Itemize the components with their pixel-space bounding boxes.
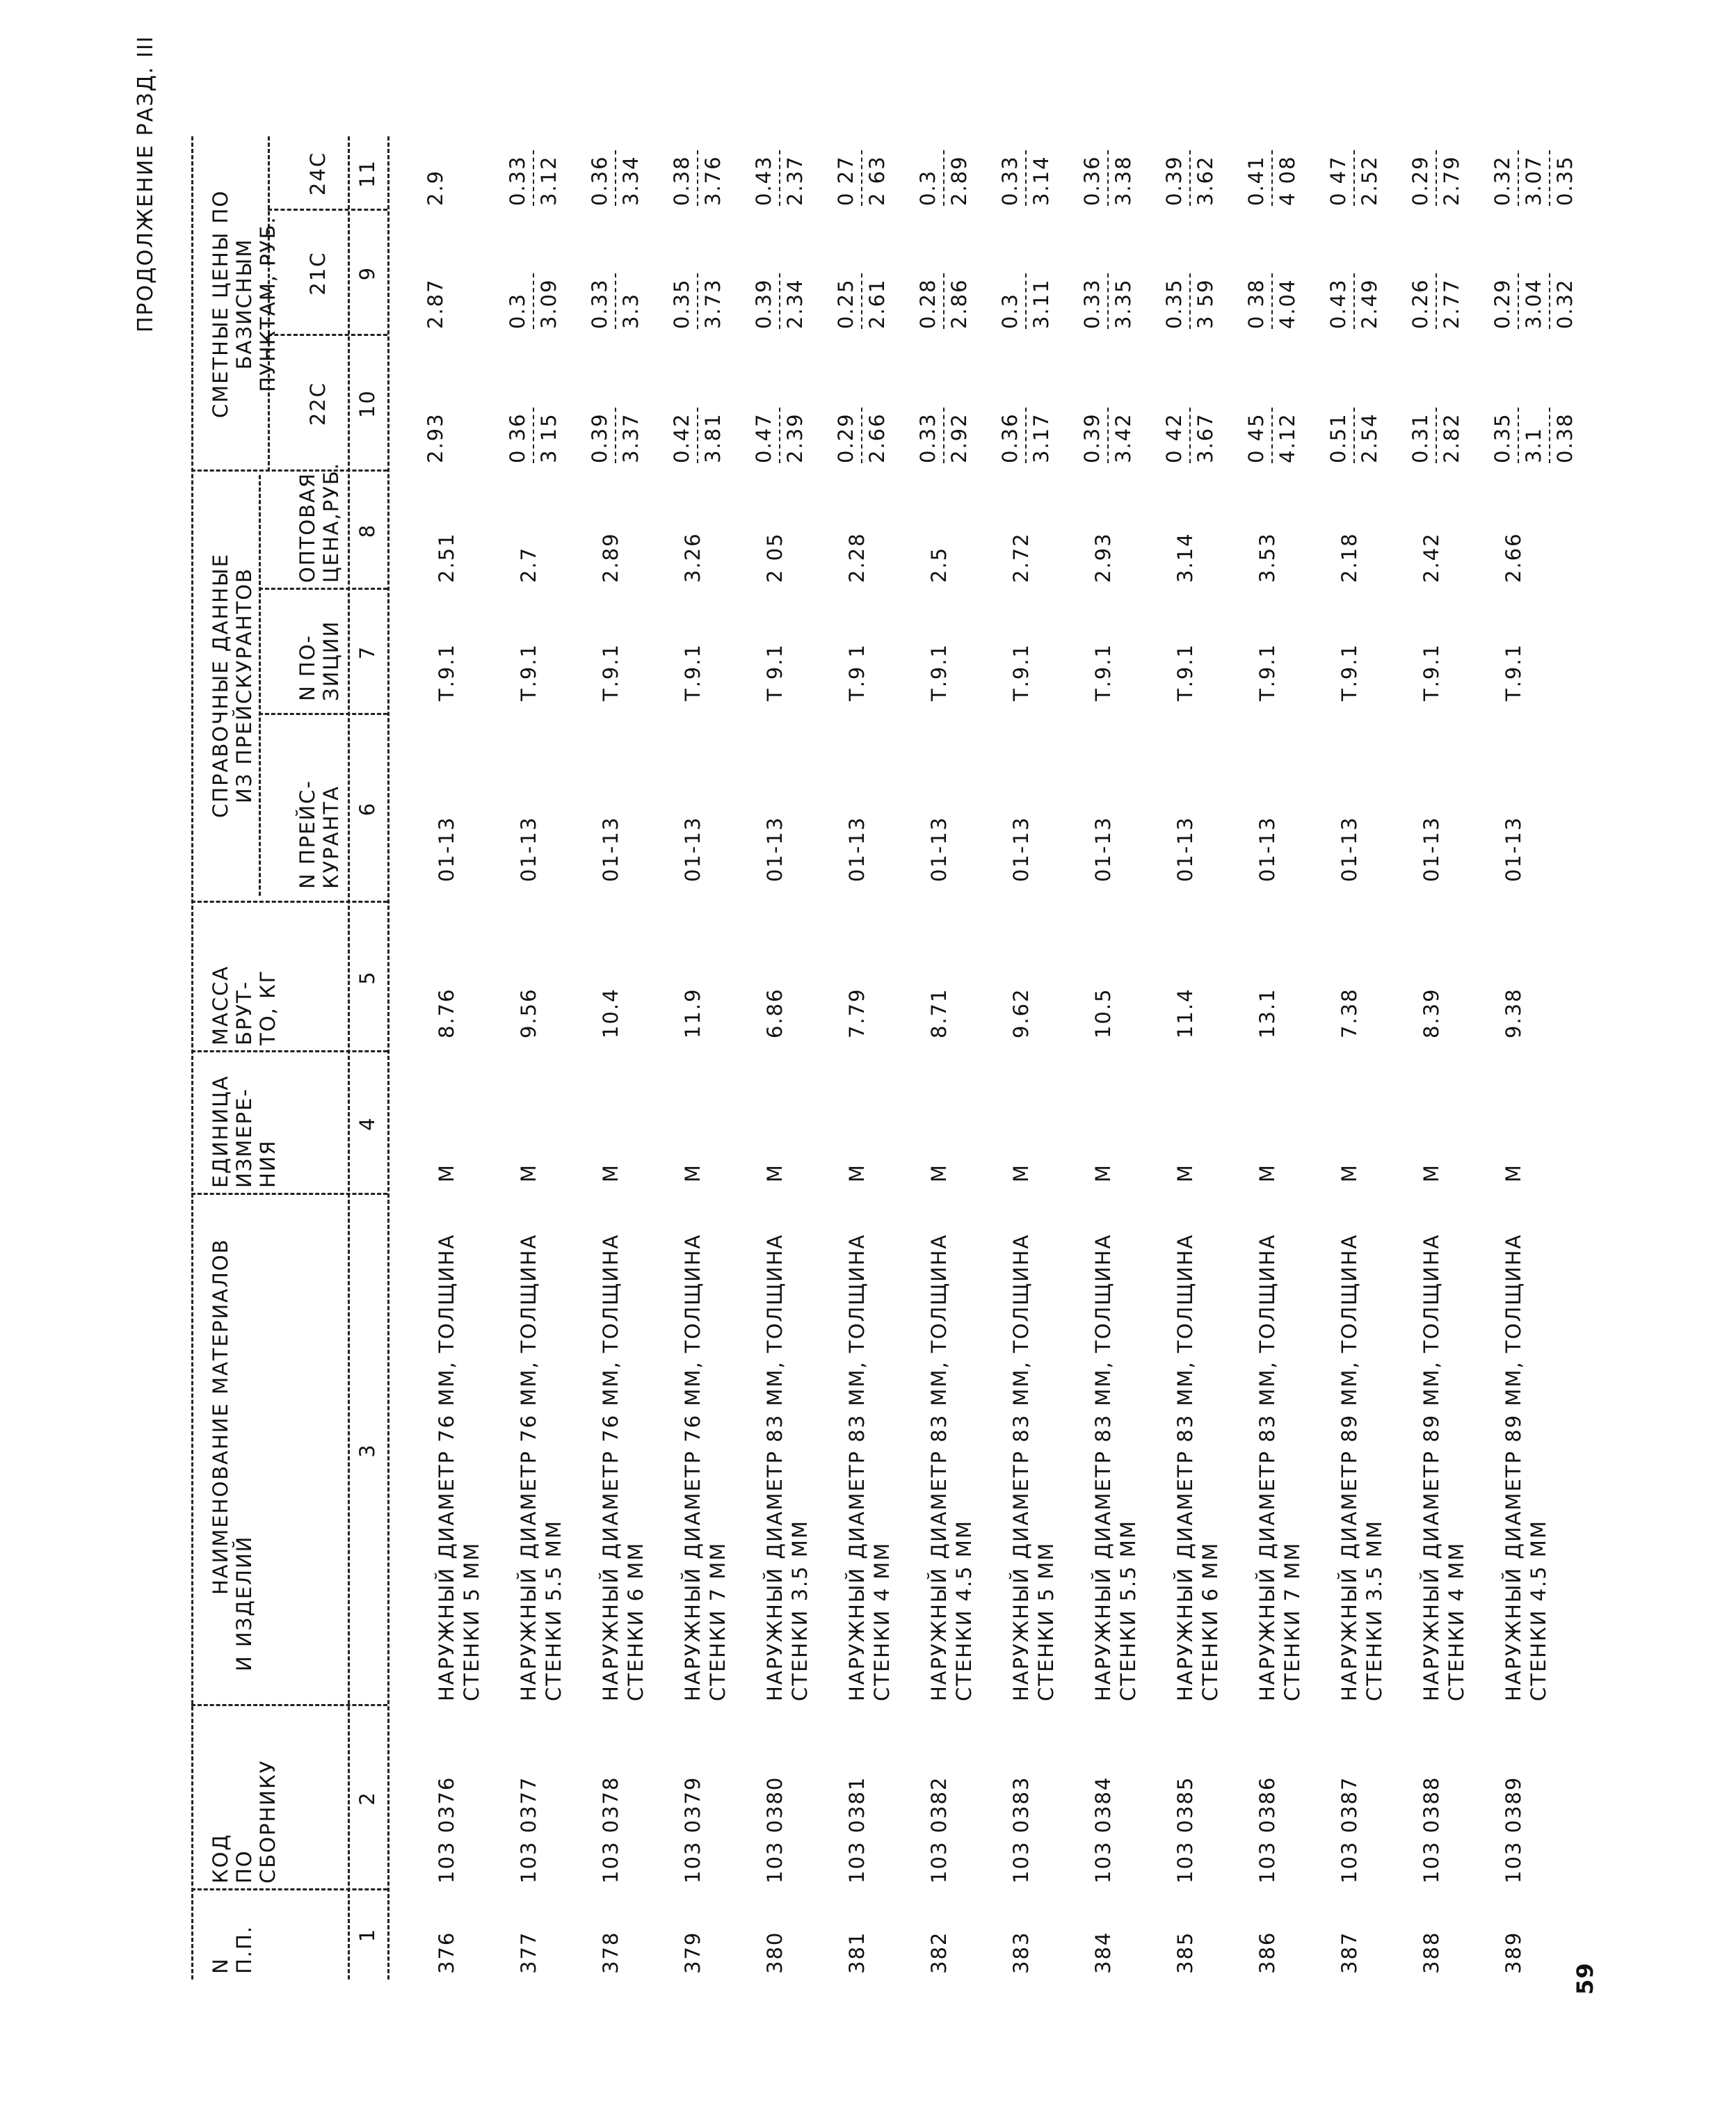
row-number: 385 bbox=[1173, 1931, 1197, 1974]
row-name: НАРУЖНЫЙ ДИАМЕТР 89 ММ, ТОЛЩИНА bbox=[1420, 1233, 1443, 1701]
row-mass: 8.76 bbox=[435, 988, 458, 1038]
row-price-24c: 0.36 bbox=[1080, 155, 1104, 206]
price-separator bbox=[1189, 408, 1191, 463]
row-name: СТЕНКИ 6 ММ bbox=[1198, 1541, 1222, 1701]
price-separator bbox=[697, 273, 698, 329]
row-code: 103 0379 bbox=[681, 1776, 705, 1883]
row-position: Т.9.1 bbox=[1337, 643, 1361, 701]
header-col-8: ОПТОВАЯ ЦЕНА,РУБ. bbox=[296, 462, 343, 583]
row-price-24c: 2 63 bbox=[865, 155, 889, 206]
row-price-21c: 0.35 bbox=[1162, 278, 1186, 329]
row-price-21c: 2.49 bbox=[1358, 278, 1381, 329]
row-unit: М bbox=[927, 1163, 951, 1182]
row-mass: 13.1 bbox=[1255, 988, 1279, 1038]
row-code: 103 0384 bbox=[1091, 1776, 1115, 1883]
row-name: СТЕНКИ 4 ММ bbox=[870, 1541, 894, 1701]
row-price-22c: 0.47 bbox=[752, 412, 775, 463]
price-separator bbox=[1549, 150, 1550, 206]
row-price-24c: 0.43 bbox=[752, 155, 775, 206]
row-unit: М bbox=[763, 1163, 787, 1182]
row-price-21c: 0.25 bbox=[834, 278, 858, 329]
row-code: 103 0389 bbox=[1502, 1776, 1525, 1883]
row-pricelist: 01-13 bbox=[1502, 816, 1525, 882]
row-price-24c: 2.37 bbox=[783, 155, 807, 206]
row-name: СТЕНКИ 5 ММ bbox=[1034, 1541, 1058, 1701]
row-price-21c: 3.35 bbox=[1111, 278, 1135, 329]
row-price-22c: 3.67 bbox=[1194, 412, 1217, 463]
row-pricelist: 01-13 bbox=[1255, 816, 1279, 882]
row-price-22c: 3.17 bbox=[1029, 412, 1053, 463]
price-separator bbox=[1353, 408, 1355, 463]
header-col-7: N ПО- ЗИЦИИ bbox=[296, 620, 343, 701]
row-name: СТЕНКИ 4.5 ММ bbox=[1527, 1520, 1550, 1701]
row-position: Т.9.1 bbox=[1173, 643, 1197, 701]
row-mass: 9.62 bbox=[1009, 988, 1033, 1038]
row-price-24c: 2.52 bbox=[1358, 155, 1381, 206]
row-name: НАРУЖНЫЙ ДИАМЕТР 89 ММ, ТОЛЩИНА bbox=[1502, 1233, 1525, 1701]
section-caption: ПРОДОЛЖЕНИЕ РАЗД. III bbox=[134, 35, 158, 332]
column-number: 7 bbox=[355, 645, 379, 660]
row-name: СТЕНКИ 6 ММ bbox=[624, 1541, 648, 1701]
row-name: НАРУЖНЫЙ ДИАМЕТР 83 ММ, ТОЛЩИНА bbox=[845, 1233, 869, 1701]
row-name: НАРУЖНЫЙ ДИАМЕТР 83 ММ, ТОЛЩИНА bbox=[1009, 1233, 1033, 1701]
price-separator bbox=[615, 150, 616, 206]
row-mass: 6.86 bbox=[763, 988, 787, 1038]
row-pricelist: 01-13 bbox=[599, 816, 622, 882]
row-unit: М bbox=[1255, 1163, 1279, 1182]
row-mass: 11.4 bbox=[1173, 988, 1197, 1038]
row-pricelist: 01-13 bbox=[517, 816, 540, 882]
price-separator bbox=[615, 273, 616, 329]
row-wholesale-price: 3.14 bbox=[1173, 532, 1197, 583]
row-position: Т.9.1 bbox=[1502, 643, 1525, 701]
row-number: 378 bbox=[599, 1931, 622, 1974]
row-code: 103 0377 bbox=[517, 1776, 540, 1883]
row-mass: 7.38 bbox=[1337, 988, 1361, 1038]
row-number: 379 bbox=[681, 1931, 705, 1974]
row-pricelist: 01-13 bbox=[763, 816, 787, 882]
row-name: СТЕНКИ 3.5 ММ bbox=[788, 1520, 812, 1701]
row-price-21c: 2.86 bbox=[947, 278, 971, 329]
row-price-24c: 2.79 bbox=[1440, 155, 1463, 206]
row-price-22c: 0 45 bbox=[1244, 412, 1268, 463]
row-name: СТЕНКИ 7 ММ bbox=[1280, 1541, 1304, 1701]
row-wholesale-price: 2.72 bbox=[1009, 532, 1033, 583]
price-separator bbox=[1107, 150, 1109, 206]
row-price-21c: 3.73 bbox=[701, 278, 725, 329]
row-wholesale-price: 2.51 bbox=[435, 532, 458, 583]
price-separator bbox=[1518, 273, 1519, 329]
row-price-22c: 4.12 bbox=[1276, 412, 1299, 463]
row-price-22c: 0.35 bbox=[1490, 412, 1514, 463]
row-name: НАРУЖНЫЙ ДИАМЕТР 83 ММ, ТОЛЩИНА bbox=[927, 1233, 951, 1701]
header-col-6: N ПРЕЙС- КУРАНТА bbox=[296, 780, 343, 889]
row-price-24c: 2.9 bbox=[424, 169, 447, 206]
row-price-24c: 0.3 bbox=[916, 169, 940, 206]
row-price-21c: 3.09 bbox=[537, 278, 561, 329]
row-position: Т.9.1 bbox=[681, 643, 705, 701]
row-mass: 11.9 bbox=[681, 988, 705, 1038]
column-number: 3 bbox=[355, 1443, 379, 1458]
row-wholesale-price: 2.18 bbox=[1337, 532, 1361, 583]
row-price-21c: 0.29 bbox=[1490, 278, 1514, 329]
row-unit: М bbox=[681, 1163, 705, 1182]
row-code: 103 0380 bbox=[763, 1776, 787, 1883]
row-name: СТЕНКИ 3.5 ММ bbox=[1363, 1520, 1386, 1701]
row-price-21c: 0 38 bbox=[1244, 278, 1268, 329]
row-unit: М bbox=[1420, 1163, 1443, 1182]
row-position: Т.9.1 bbox=[927, 643, 951, 701]
row-pricelist: 01-13 bbox=[1173, 816, 1197, 882]
row-price-24c: 3.38 bbox=[1111, 155, 1135, 206]
price-separator bbox=[1549, 273, 1550, 329]
row-code: 103 0378 bbox=[599, 1776, 622, 1883]
row-wholesale-price: 2 05 bbox=[763, 532, 787, 583]
row-code: 103 0376 bbox=[435, 1776, 458, 1883]
row-pricelist: 01-13 bbox=[1009, 816, 1033, 882]
price-separator bbox=[533, 408, 534, 463]
row-price-21c: 2.34 bbox=[783, 278, 807, 329]
row-price-21c: 0.32 bbox=[1553, 278, 1577, 329]
price-separator bbox=[1271, 273, 1273, 329]
row-price-21c: 0.35 bbox=[670, 278, 693, 329]
header-top-rule bbox=[191, 136, 193, 1979]
row-price-22c: 0.38 bbox=[1553, 412, 1577, 463]
row-name: НАРУЖНЫЙ ДИАМЕТР 76 ММ, ТОЛЩИНА bbox=[599, 1233, 622, 1701]
column-number: 2 bbox=[355, 1791, 379, 1806]
row-price-24c: 3.34 bbox=[619, 155, 643, 206]
row-price-22c: 3.42 bbox=[1111, 412, 1135, 463]
row-code: 103 0381 bbox=[845, 1776, 869, 1883]
row-code: 103 0386 bbox=[1255, 1776, 1279, 1883]
price-separator bbox=[1271, 408, 1273, 463]
row-price-22c: 3.81 bbox=[701, 412, 725, 463]
column-number: 10 bbox=[355, 389, 379, 418]
price-separator bbox=[1518, 408, 1519, 463]
row-price-24c: 0.36 bbox=[588, 155, 611, 206]
price-separator bbox=[533, 150, 534, 206]
row-name: СТЕНКИ 5.5 ММ bbox=[1116, 1520, 1140, 1701]
row-price-21c: 2.77 bbox=[1440, 278, 1463, 329]
row-wholesale-price: 2.28 bbox=[845, 532, 869, 583]
row-price-24c: 0 27 bbox=[834, 155, 858, 206]
row-number: 388 bbox=[1420, 1931, 1443, 1974]
row-position: Т.9 1 bbox=[845, 643, 869, 701]
price-separator bbox=[861, 408, 862, 463]
row-price-24c: 0.41 bbox=[1244, 155, 1268, 206]
row-name: НАРУЖНЫЙ ДИАМЕТР 76 ММ, ТОЛЩИНА bbox=[517, 1233, 540, 1701]
price-separator bbox=[1189, 273, 1191, 329]
header-group-reference: СПРАВОЧНЫЕ ДАННЫЕ ИЗ ПРЕЙСКУРАНТОВ bbox=[209, 553, 256, 818]
row-price-24c: 3.62 bbox=[1194, 155, 1217, 206]
header-col-2: КОД ПО СБОРНИКУ bbox=[209, 1759, 280, 1883]
page-number: 59 bbox=[1572, 1962, 1598, 1995]
row-price-22c: 0.29 bbox=[834, 412, 858, 463]
row-unit: М bbox=[1173, 1163, 1197, 1182]
row-wholesale-price: 2.93 bbox=[1091, 532, 1115, 583]
price-separator bbox=[1025, 273, 1027, 329]
row-price-22c: 0.31 bbox=[1408, 412, 1432, 463]
row-price-21c: 0.28 bbox=[916, 278, 940, 329]
price-separator bbox=[1518, 150, 1519, 206]
row-name: НАРУЖНЫЙ ДИАМЕТР 83 ММ, ТОЛЩИНА bbox=[763, 1233, 787, 1701]
row-price-24c: 4 08 bbox=[1276, 155, 1299, 206]
row-position: Т.9.1 bbox=[599, 643, 622, 701]
row-price-24c: 3.14 bbox=[1029, 155, 1053, 206]
price-separator bbox=[1436, 150, 1437, 206]
row-position: Т.9.1 bbox=[1091, 643, 1115, 701]
price-separator bbox=[1271, 150, 1273, 206]
price-separator bbox=[1436, 273, 1437, 329]
row-price-21c: 0.33 bbox=[1080, 278, 1104, 329]
row-price-24c: 3.07 bbox=[1522, 155, 1545, 206]
row-unit: М bbox=[517, 1163, 540, 1182]
row-name: НАРУЖНЫЙ ДИАМЕТР 76 ММ, ТОЛЩИНА bbox=[681, 1233, 705, 1701]
price-separator bbox=[779, 408, 780, 463]
row-price-22c: 2.82 bbox=[1440, 412, 1463, 463]
row-position: Т.9.1 bbox=[435, 643, 458, 701]
price-separator bbox=[697, 408, 698, 463]
row-mass: 8.71 bbox=[927, 988, 951, 1038]
row-name: СТЕНКИ 4 ММ bbox=[1445, 1541, 1468, 1701]
row-price-22c: 3.1 bbox=[1522, 426, 1545, 463]
column-number: 4 bbox=[355, 1116, 379, 1131]
row-code: 103 0383 bbox=[1009, 1776, 1033, 1883]
row-price-21c: 0.33 bbox=[588, 278, 611, 329]
row-price-21c: 2.87 bbox=[424, 278, 447, 329]
row-price-24c: 2.89 bbox=[947, 155, 971, 206]
price-separator bbox=[1107, 408, 1109, 463]
row-price-21c: 0.39 bbox=[752, 278, 775, 329]
row-mass: 9.38 bbox=[1502, 988, 1525, 1038]
row-mass: 9.56 bbox=[517, 988, 540, 1038]
row-mass: 7.79 bbox=[845, 988, 869, 1038]
row-number: 382 bbox=[927, 1931, 951, 1974]
row-number: 383 bbox=[1009, 1931, 1033, 1974]
row-price-24c: 0.33 bbox=[998, 155, 1022, 206]
row-wholesale-price: 2.89 bbox=[599, 532, 622, 583]
header-col-10: 22С bbox=[306, 381, 330, 426]
column-number: 11 bbox=[355, 159, 379, 188]
row-name: СТЕНКИ 5.5 ММ bbox=[542, 1520, 565, 1701]
price-separator bbox=[1436, 408, 1437, 463]
column-number: 9 bbox=[355, 266, 379, 281]
row-price-21c: 0.3 bbox=[506, 292, 529, 329]
row-price-24c: 0.35 bbox=[1553, 155, 1577, 206]
row-price-22c: 0 36 bbox=[506, 412, 529, 463]
row-pricelist: 01-13 bbox=[681, 816, 705, 882]
row-wholesale-price: 2.5 bbox=[927, 546, 951, 583]
row-mass: 10.5 bbox=[1091, 988, 1115, 1038]
row-price-24c: 0.33 bbox=[506, 155, 529, 206]
row-unit: М bbox=[845, 1163, 869, 1182]
header-col-1: N П.П. bbox=[209, 1925, 256, 1974]
column-number: 8 bbox=[355, 523, 379, 538]
row-number: 387 bbox=[1337, 1931, 1361, 1974]
row-price-22c: 2.93 bbox=[424, 412, 447, 463]
price-separator bbox=[1107, 273, 1109, 329]
row-name: НАРУЖНЫЙ ДИАМЕТР 83 ММ, ТОЛЩИНА bbox=[1173, 1233, 1197, 1701]
row-name: СТЕНКИ 7 ММ bbox=[706, 1541, 730, 1701]
row-wholesale-price: 3.26 bbox=[681, 532, 705, 583]
row-name: НАРУЖНЫЙ ДИАМЕТР 76 ММ, ТОЛЩИНА bbox=[435, 1233, 458, 1701]
row-price-21c: 0.3 bbox=[998, 292, 1022, 329]
price-separator bbox=[861, 273, 862, 329]
price-separator bbox=[943, 273, 945, 329]
price-separator bbox=[943, 408, 945, 463]
row-mass: 10.4 bbox=[599, 988, 622, 1038]
header-col-5: МАССА БРУТ- ТО, КГ bbox=[209, 965, 280, 1045]
row-name: НАРУЖНЫЙ ДИАМЕТР 83 ММ, ТОЛЩИНА bbox=[1255, 1233, 1279, 1701]
column-number: 6 bbox=[355, 801, 379, 817]
price-separator bbox=[1189, 150, 1191, 206]
row-price-22c: 2.92 bbox=[947, 412, 971, 463]
row-position: Т.9.1 bbox=[1009, 643, 1033, 701]
row-price-22c: 2.39 bbox=[783, 412, 807, 463]
row-number: 389 bbox=[1502, 1931, 1525, 1974]
row-number: 377 bbox=[517, 1931, 540, 1974]
header-col-3: НАИМЕНОВАНИЕ МАТЕРИАЛОВ И ИЗДЕЛИЙ bbox=[209, 1238, 256, 1671]
row-name: СТЕНКИ 4.5 ММ bbox=[952, 1520, 976, 1701]
row-price-22c: 3.37 bbox=[619, 412, 643, 463]
row-price-22c: 3 15 bbox=[537, 412, 561, 463]
row-position: Т.9.1 bbox=[1255, 643, 1279, 701]
row-wholesale-price: 3.53 bbox=[1255, 532, 1279, 583]
row-pricelist: 01-13 bbox=[1337, 816, 1361, 882]
price-separator bbox=[1353, 150, 1355, 206]
row-unit: М bbox=[1091, 1163, 1115, 1182]
row-pricelist: 01-13 bbox=[927, 816, 951, 882]
row-price-22c: 0.36 bbox=[998, 412, 1022, 463]
row-price-24c: 3.12 bbox=[537, 155, 561, 206]
row-price-21c: 0.26 bbox=[1408, 278, 1432, 329]
price-separator bbox=[1549, 408, 1550, 463]
row-number: 386 bbox=[1255, 1931, 1279, 1974]
row-price-22c: 0.33 bbox=[916, 412, 940, 463]
row-code: 103 0385 bbox=[1173, 1776, 1197, 1883]
row-unit: М bbox=[599, 1163, 622, 1182]
price-separator bbox=[779, 150, 780, 206]
row-position: Т.9.1 bbox=[1420, 643, 1443, 701]
price-separator bbox=[943, 150, 945, 206]
row-name: НАРУЖНЫЙ ДИАМЕТР 89 ММ, ТОЛЩИНА bbox=[1337, 1233, 1361, 1701]
row-price-21c: 4.04 bbox=[1276, 278, 1299, 329]
price-separator bbox=[861, 150, 862, 206]
row-price-21c: 2.61 bbox=[865, 278, 889, 329]
row-wholesale-price: 2.42 bbox=[1420, 532, 1443, 583]
header-bottom-rule bbox=[348, 136, 350, 1979]
row-unit: М bbox=[1009, 1163, 1033, 1182]
row-price-21c: 3.04 bbox=[1522, 278, 1545, 329]
row-position: Т 9.1 bbox=[763, 643, 787, 701]
row-price-22c: 0.42 bbox=[670, 412, 693, 463]
header-col-11: 24С bbox=[306, 151, 330, 196]
row-price-24c: 3.76 bbox=[701, 155, 725, 206]
price-separator bbox=[1025, 150, 1027, 206]
row-price-22c: 0.39 bbox=[588, 412, 611, 463]
row-price-22c: 0.51 bbox=[1326, 412, 1350, 463]
header-sub-rule-ref bbox=[259, 475, 261, 896]
row-price-24c: 0 47 bbox=[1326, 155, 1350, 206]
row-price-22c: 0 42 bbox=[1162, 412, 1186, 463]
price-separator bbox=[615, 408, 616, 463]
row-price-21c: 3 59 bbox=[1194, 278, 1217, 329]
row-unit: М bbox=[1502, 1163, 1525, 1182]
row-pricelist: 01-13 bbox=[1420, 816, 1443, 882]
column-number: 1 bbox=[355, 1927, 379, 1943]
row-pricelist: 01-13 bbox=[435, 816, 458, 882]
header-col-9: 21С bbox=[306, 251, 330, 296]
row-price-21c: 3.11 bbox=[1029, 278, 1053, 329]
column-number-rule bbox=[387, 136, 389, 1979]
price-separator bbox=[779, 273, 780, 329]
row-position: Т.9.1 bbox=[517, 643, 540, 701]
row-code: 103 0388 bbox=[1420, 1776, 1443, 1883]
row-price-21c: 0.43 bbox=[1326, 278, 1350, 329]
row-unit: М bbox=[435, 1163, 458, 1182]
row-price-24c: 0.38 bbox=[670, 155, 693, 206]
header-col-4: ЕДИНИЦА ИЗМЕРЕ- НИЯ bbox=[209, 1075, 280, 1188]
header-group-prices: СМЕТНЫЕ ЦЕНЫ ПО БАЗИСНЫМ ПУНКТАМ, РУБ. bbox=[209, 189, 280, 419]
price-separator bbox=[1353, 273, 1355, 329]
price-separator bbox=[1025, 408, 1027, 463]
row-number: 381 bbox=[845, 1931, 869, 1974]
row-wholesale-price: 2.7 bbox=[517, 546, 540, 583]
row-name: СТЕНКИ 5 ММ bbox=[460, 1541, 483, 1701]
row-number: 384 bbox=[1091, 1931, 1115, 1974]
row-mass: 8.39 bbox=[1420, 988, 1443, 1038]
row-price-22c: 0.39 bbox=[1080, 412, 1104, 463]
price-separator bbox=[697, 150, 698, 206]
row-pricelist: 01-13 bbox=[845, 816, 869, 882]
row-pricelist: 01-13 bbox=[1091, 816, 1115, 882]
row-price-22c: 2.54 bbox=[1358, 412, 1381, 463]
row-code: 103 0382 bbox=[927, 1776, 951, 1883]
row-number: 380 bbox=[763, 1931, 787, 1974]
row-code: 103 0387 bbox=[1337, 1776, 1361, 1883]
row-number: 376 bbox=[435, 1931, 458, 1974]
row-price-24c: 0.29 bbox=[1408, 155, 1432, 206]
row-price-24c: 0.39 bbox=[1162, 155, 1186, 206]
row-unit: М bbox=[1337, 1163, 1361, 1182]
column-number: 5 bbox=[355, 970, 379, 985]
row-price-24c: 0.32 bbox=[1490, 155, 1514, 206]
row-price-21c: 3.3 bbox=[619, 292, 643, 329]
row-wholesale-price: 2.66 bbox=[1502, 532, 1525, 583]
price-separator bbox=[533, 273, 534, 329]
row-name: НАРУЖНЫЙ ДИАМЕТР 83 ММ, ТОЛЩИНА bbox=[1091, 1233, 1115, 1701]
row-price-22c: 2.66 bbox=[865, 412, 889, 463]
